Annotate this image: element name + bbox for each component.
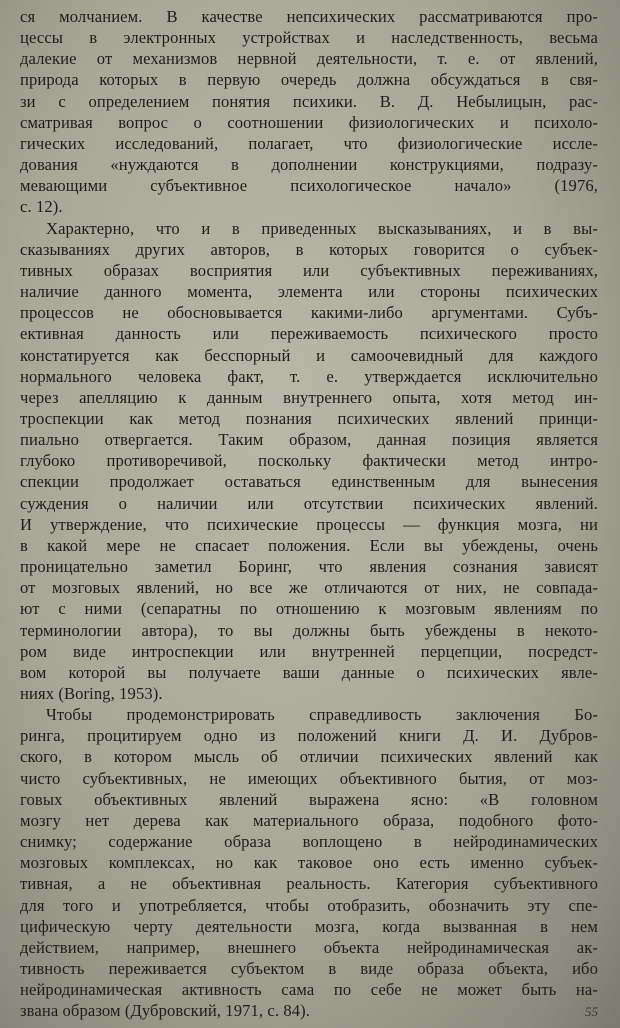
text-line: природа которых в первую очередь должна обсуждаться в свя- xyxy=(20,70,598,90)
text-line: ют с ними (сепаратны по отношению к мозговым явлениям по xyxy=(20,599,598,619)
text-line: пиально отвергается. Таким образом, данная позиция является xyxy=(20,430,598,450)
text-line: мозгу нет дерева как материального образа, подобного фото- xyxy=(20,810,598,830)
text-line: с. 12). xyxy=(20,197,63,217)
text-line: Чтобы продемонстрировать справедливость заключения Бо- xyxy=(46,705,598,725)
text-line: терминологии автора), то вы должны быть убеждены в некото- xyxy=(20,620,598,640)
text-line: от мозговых явлений, но все же отличаются от них, не совпада- xyxy=(20,578,598,598)
text-line: дования «нуждаются в дополнении конструкциями, подразу- xyxy=(20,155,598,175)
text-line: ского, в котором мысль об отличии психических явлений как xyxy=(20,747,598,767)
text-line: ективная данность или переживаемость психического просто xyxy=(20,324,598,344)
text-line: нормального человека факт, т. е. утверждается исключительно xyxy=(20,366,598,386)
paragraph xyxy=(20,6,598,218)
paragraph xyxy=(20,218,598,705)
text-line: ром виде интроспекции или внутренней перцепции, посредст- xyxy=(20,641,598,661)
text-line: зи с определением понятия психики. В. Д. Небылицын, рас- xyxy=(20,91,598,111)
text-line: наличие данного момента, элемента или стороны психических xyxy=(20,282,598,302)
text-line: ниях (Boring, 1953). xyxy=(20,684,163,703)
text-line: констатируется как бесспорный и самоочевидный для каждого xyxy=(20,345,598,365)
text-line: спекции продолжает оставаться единственным для вынесения xyxy=(20,472,598,492)
text-line: тивность переживается субъектом в виде образа объекта, ибо xyxy=(20,959,598,979)
text-line: гических исследований, полагает, что физиологические иссле- xyxy=(20,133,598,153)
text-line: через апелляцию к данным внутреннего опыта, хотя метод ин- xyxy=(20,387,598,407)
text-line: ся молчанием. В качестве непсихических рассматриваются про- xyxy=(20,7,598,26)
text-line: троспекции как метод познания психических явлений принци- xyxy=(20,408,598,428)
text-line: Характерно, что и в приведенных высказываниях, и в вы- xyxy=(46,218,598,238)
text-line: в какой мере не спасает положения. Если вы убеждены, очень xyxy=(20,535,598,555)
text-line: процессов не обосновывается какими-либо аргументами. Субъ- xyxy=(20,303,598,323)
text-line: говых объективных явлений выражена ясно: «В головном xyxy=(20,789,598,809)
text-line: тивная, а не объективная реальность. Категория субъективного xyxy=(20,874,598,894)
text-line: вом которой вы получаете ваши данные о психических явле- xyxy=(20,662,598,682)
page-number: 55 xyxy=(585,1004,598,1019)
page-text xyxy=(20,6,598,1022)
text-line: ринга, процитируем одно из положений книги Д. И. Дубров- xyxy=(20,726,598,746)
text-line: действием, например, внешнего объекта нейродинамическая ак- xyxy=(20,937,598,957)
text-line: сматривая вопрос о соотношении физиологических и психоло- xyxy=(20,112,598,132)
text-line: суждения о наличии или отсутствии психических явлений. xyxy=(20,493,598,513)
text-line: глубоко противоречивой, поскольку фактически метод интро- xyxy=(20,451,598,471)
text-line: цессы в электронных устройствах и наследственность, весьма xyxy=(20,28,598,48)
text-line: сказываниях других авторов, в которых говорится о субъек- xyxy=(20,239,598,259)
text-line: нейродинамическая активность сама по себе не может быть на- xyxy=(20,980,598,1000)
text-line: для того и употребляется, чтобы отобразить, обозначить эту спе- xyxy=(20,895,598,915)
text-line: далекие от механизмов нервной деятельности, т. е. от явлений, xyxy=(20,49,598,69)
text-line: тивных образах восприятия или субъективных переживаниях, xyxy=(20,260,598,280)
text-line: цифическую черту деятельности мозга, когда вызванная в нем xyxy=(20,916,598,936)
text-line: мевающими субъективное психологическое начало» (1976, xyxy=(20,176,598,196)
text-line: чисто субъективных, не имеющих объективного бытия, от моз- xyxy=(20,768,598,788)
text-line: снимку; содержание образа воплощено в нейродинамических xyxy=(20,832,598,852)
text-line: мозговых комплексах, но как таковое оно есть именно субъек- xyxy=(20,853,598,873)
text-line: проницательно заметил Боринг, что явления сознания зависят xyxy=(20,557,598,577)
text-line: И утверждение, что психические процессы — функция мозга, ни xyxy=(20,514,598,534)
text-line: звана образом (Дубровский, 1971, с. 84). xyxy=(20,1001,311,1021)
paragraph xyxy=(20,704,598,1021)
